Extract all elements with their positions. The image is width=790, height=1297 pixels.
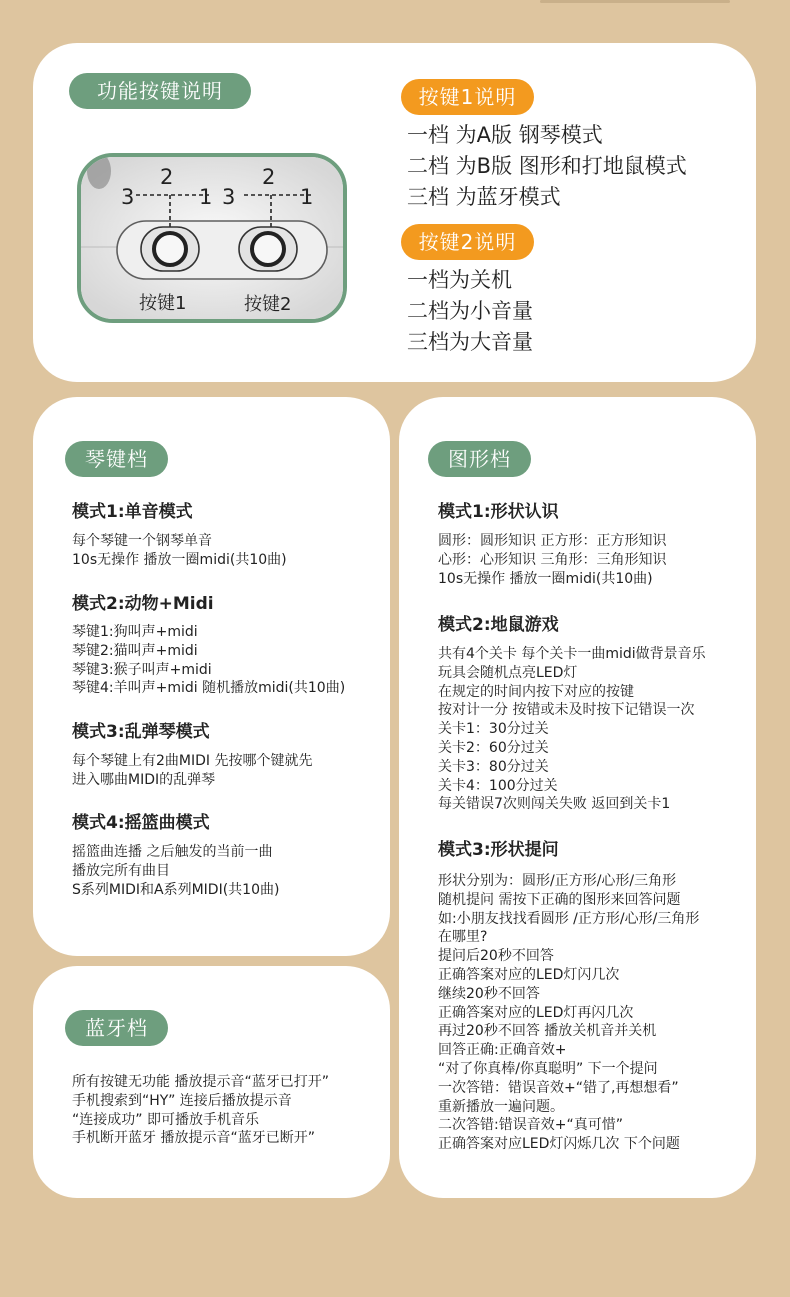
mode-line: 共有4个关卡 每个关卡一曲midi做背景音乐	[438, 646, 706, 662]
mode-line: 在哪里?	[438, 929, 488, 946]
mode-line: 关卡3：80分过关	[438, 758, 549, 775]
bluetooth-line: 手机搜索到“HY” 连接后播放提示音	[72, 1092, 292, 1109]
key1-title: 按键1说明	[401, 79, 534, 115]
switch2-position-2: 2	[262, 165, 276, 189]
mode-line: 如:小朋友找找看圆形 /正方形/心形/三角形	[438, 910, 700, 927]
mode-line: 重新播放一遍问题。	[438, 1098, 564, 1115]
mode-line: 播放完所有曲目	[72, 862, 170, 879]
mode-line: 一次答错：错误音效+“错了,再想想看”	[438, 1079, 679, 1096]
mode-line: 关卡1：30分过关	[438, 721, 549, 738]
mode-line: 每个琴键一个钢琴单音	[72, 533, 212, 549]
mode-title: 模式3:形状提问	[438, 840, 559, 860]
switch1-position-3: 3	[121, 185, 135, 209]
mode-line: 提问后20秒不回答	[438, 948, 554, 965]
switch2-position-3: 3	[222, 185, 236, 209]
bluetooth-lines	[72, 1073, 329, 1148]
switch-diagram-icon	[81, 157, 343, 319]
mode-line: 心形：心形知识 三角形：三角形知识	[438, 551, 667, 568]
mode-line: 随机提问 需按下正确的图形来回答问题	[438, 891, 681, 908]
device-switch-illustration	[77, 153, 347, 323]
mode-line: 摇篮曲连播 之后触发的当前一曲	[72, 844, 273, 860]
key2-line: 二档为小音量	[407, 299, 533, 323]
switch2-label: 按键2	[244, 294, 292, 315]
function-keys-title: 功能按键说明	[69, 73, 251, 109]
switch1-position-2: 2	[160, 165, 174, 189]
shape-mode-title: 图形档	[428, 441, 531, 477]
mode-line: 关卡2：60分过关	[438, 739, 549, 756]
shape-mode-3	[438, 835, 699, 1154]
key1-lines	[407, 120, 687, 213]
mode-line: 在规定的时间内按下对应的按键	[438, 683, 634, 700]
mode-title: 模式1:形状认识	[438, 502, 559, 522]
mode-line: 10s无操作 播放一圈midi(共10曲)	[438, 570, 653, 587]
key2-title: 按键2说明	[401, 224, 534, 260]
bluetooth-mode-title: 蓝牙档	[65, 1010, 168, 1046]
mode-line: 二次答错:错误音效+“真可惜”	[438, 1117, 623, 1134]
mode-line: 圆形：圆形知识 正方形：正方形知识	[438, 533, 667, 549]
mode-title: 模式2:地鼠游戏	[438, 615, 559, 635]
mode-line: 琴键2:猫叫声+midi	[72, 642, 198, 659]
key2-line: 三档为大音量	[407, 330, 533, 354]
top-divider	[540, 0, 730, 3]
piano-mode-2	[72, 589, 345, 698]
mode-line: 继续20秒不回答	[438, 985, 540, 1002]
shape-mode-1	[438, 497, 666, 588]
mode-line: 琴键3:猴子叫声+midi	[72, 661, 212, 678]
piano-mode-3	[72, 717, 312, 790]
switch1-label: 按键1	[139, 293, 187, 314]
mode-line: 每个琴键上有2曲MIDI 先按哪个键就先	[72, 753, 313, 769]
mode-line: 琴键4:羊叫声+midi 随机播放midi(共10曲)	[72, 680, 346, 697]
mode-line: 回答正确:正确音效+	[438, 1042, 567, 1059]
mode-title: 模式1:单音模式	[72, 502, 193, 522]
mode-line: S系列MIDI和A系列MIDI(共10曲)	[72, 881, 280, 898]
bluetooth-line: 所有按键无功能 播放提示音“蓝牙已打开”	[72, 1074, 329, 1090]
mode-line: 琴键1:狗叫声+midi	[72, 624, 198, 640]
bluetooth-line: 手机断开蓝牙 播放提示音“蓝牙已断开”	[72, 1130, 315, 1147]
key2-lines	[407, 265, 533, 358]
mode-line: 玩具会随机点亮LED灯	[438, 664, 578, 681]
mode-line: 正确答案对应的LED灯再闪几次	[438, 1004, 634, 1021]
mode-title: 模式4:摇篮曲模式	[72, 813, 210, 833]
key2-line: 一档为关机	[407, 268, 512, 292]
mode-title: 模式2:动物+Midi	[72, 594, 214, 614]
mode-line: 形状分别为：圆形/正方形/心形/三角形	[438, 873, 677, 889]
mode-title: 模式3:乱弹琴模式	[72, 722, 210, 742]
switch2-position-1: 1	[300, 185, 314, 209]
piano-mode-4	[72, 808, 279, 899]
mode-line: “对了你真棒/你真聪明” 下一个提问	[438, 1060, 658, 1077]
switch1-position-1: 1	[199, 185, 213, 209]
mode-line: 按对计一分 按错或未及时按下记错误一次	[438, 702, 695, 719]
key1-line: 一档 为A版 钢琴模式	[407, 123, 603, 147]
mode-line: 10s无操作 播放一圈midi(共10曲)	[72, 551, 287, 568]
shape-mode-2	[438, 610, 706, 814]
mode-line: 进入哪曲MIDI的乱弹琴	[72, 771, 216, 788]
piano-mode-1	[72, 497, 287, 570]
key1-line: 二档 为B版 图形和打地鼠模式	[407, 154, 687, 178]
mode-line: 正确答案对应LED灯闪烁几次 下个问题	[438, 1136, 680, 1153]
mode-line: 正确答案对应的LED灯闪几次	[438, 966, 620, 983]
mode-line: 关卡4：100分过关	[438, 777, 558, 794]
mode-line: 再过20秒不回答 播放关机音并关机	[438, 1023, 657, 1040]
mode-line: 每关错误7次则闯关失败 返回到关卡1	[438, 796, 671, 813]
piano-mode-title: 琴键档	[65, 441, 168, 477]
bluetooth-line: “连接成功” 即可播放手机音乐	[72, 1111, 259, 1128]
key1-line: 三档 为蓝牙模式	[407, 185, 561, 209]
